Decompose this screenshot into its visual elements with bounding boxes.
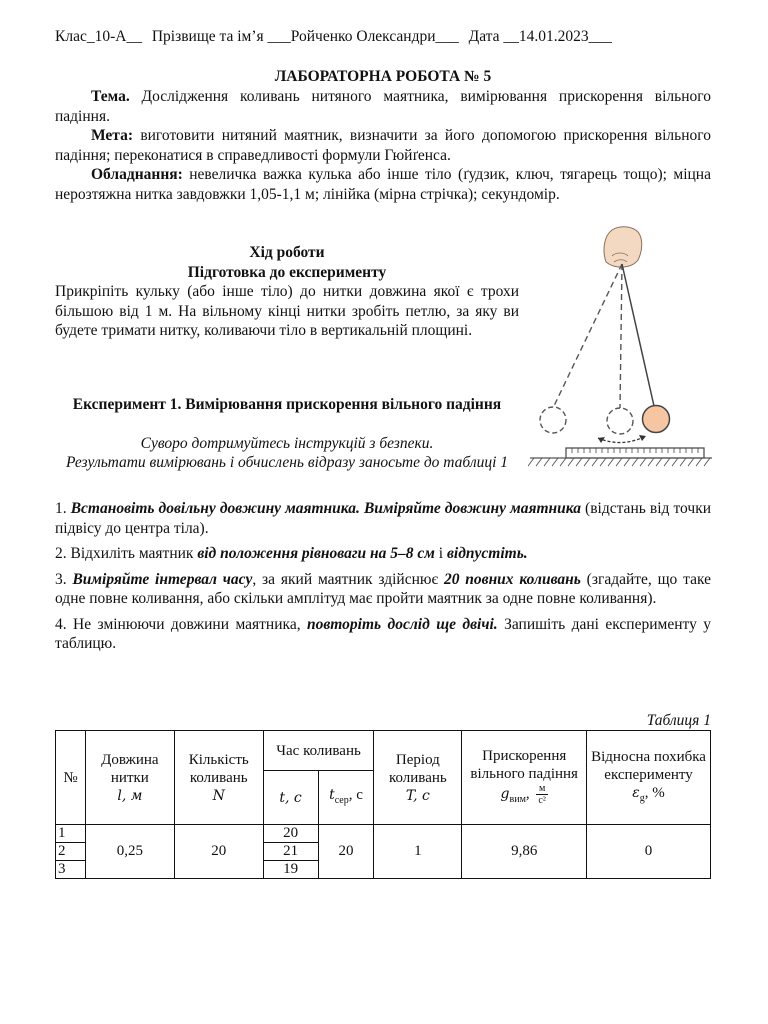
safety-note: Суворо дотримуйтесь інструкцій з безпеки. xyxy=(140,435,434,452)
goal-text: виготовити нитяний маятник, визначити за його допомогою прискорення вільного падіння; переконатися в справедливості формули Гюйґенса. xyxy=(55,127,711,164)
cell-error: 0 xyxy=(587,825,711,879)
class-field: Клас_10-А__ xyxy=(55,28,142,45)
cell-acceleration: 9,86 xyxy=(462,825,587,879)
cell-period: 1 xyxy=(374,825,462,879)
pendulum-string-left xyxy=(553,264,622,408)
header-row xyxy=(56,731,711,771)
equipment-text: невеличка важка кулька або інше тіло (ґудзик, ключ, тягарець тощо); міцна нерозтяжна нитка завдовжки 1,05-1,1 м; лінійка (мірна стрічка); секундомір. xyxy=(55,166,711,203)
pendulum-bob-left xyxy=(540,407,566,433)
ground-hatching xyxy=(528,458,712,466)
pendulum-bob-right xyxy=(643,406,670,433)
intro-block xyxy=(55,87,711,204)
goal-paragraph xyxy=(55,126,711,165)
cell-count: 20 xyxy=(174,825,263,879)
header-length: Довжина нитки l, м xyxy=(85,731,174,825)
pendulum-bob-center xyxy=(607,408,633,434)
ruler-icon xyxy=(566,448,704,458)
pendulum-string-right xyxy=(622,264,654,406)
topic-paragraph xyxy=(55,87,711,126)
cell-t: 21 xyxy=(263,843,318,861)
procedure-heading: Хід роботи xyxy=(249,244,325,261)
table-row: 2 21 xyxy=(56,843,711,861)
accel-unit-fraction: $\frac{м}{\text{с²}}$ xyxy=(538,782,546,806)
preparation-text: Прикріпіть кульку (або інше тіло) до нитки довжина якої є трохи більшою від 1 м. На вільному кінці нитки зробіть петлю, за яку ви будете тримати нитку, коливаючи тіло в вертикальній площині. xyxy=(55,283,519,339)
equipment-paragraph xyxy=(55,165,711,204)
header-t: t, с xyxy=(263,771,318,825)
header-time: Час коливань xyxy=(263,731,374,771)
goal-label: Мета: xyxy=(91,127,134,144)
hand-icon xyxy=(604,227,642,267)
experiment-heading: Експеримент 1. Вимірювання прискорення вільного падіння xyxy=(72,396,502,413)
step-2: 2. Відхиліть маятник від положення рівноваги на 5–8 см і відпустіть. xyxy=(55,545,528,562)
results-table xyxy=(55,730,711,879)
header-period: Період коливань T, с xyxy=(374,731,462,825)
steps-list xyxy=(55,499,711,654)
pendulum-string-center xyxy=(620,264,622,408)
table-row: 3 19 xyxy=(56,861,711,879)
step-3: 3. Виміряйте інтервал часу, за який маятник здійснює 20 повних коливань (згадайте, що таке одне повне коливання, або скільки амплітуд має пройти маятник за одне повне коливання). xyxy=(55,570,711,607)
header-acceleration: Прискорення вільного падіння $g_{вим}$, $\frac{м}{\text{с²}}$ xyxy=(462,731,587,825)
preparation-heading: Підготовка до експерименту xyxy=(187,264,387,281)
header-count: Кількість коливань N xyxy=(174,731,263,825)
header-tavg: $t_{сер}$, с xyxy=(318,771,374,825)
date-field: Дата __14.01.2023___ xyxy=(468,28,612,45)
results-note: Результати вимірювань і обчислень відразу заносьте до таблиці 1 xyxy=(65,454,509,471)
pendulum-illustration xyxy=(528,222,714,484)
header-error: Відносна похибка експерименту $\varepsilon_g$, % xyxy=(587,731,711,825)
step-4: 4. Не змінюючи довжини маятника, повторіть дослід ще двічі. Запишіть дані експерименту у таблицю. xyxy=(55,615,711,652)
cell-t: 20 xyxy=(263,825,318,843)
topic-label: Тема. xyxy=(91,88,130,105)
topic-text: Дослідження коливань нитяного маятника, вимірювання прискорення вільного падіння. xyxy=(55,88,711,125)
cell-t: 19 xyxy=(263,861,318,879)
equipment-label: Обладнання: xyxy=(91,166,183,183)
worksheet-header xyxy=(55,27,715,47)
step-1: 1. Встановіть довільну довжину маятника. Виміряйте довжину маятника (відстань від точки підвісу до центра тіла). xyxy=(55,500,712,537)
table-caption: Таблиця 1 xyxy=(646,712,711,729)
student-name-field: Прізвище та ім’я ___Ройченко Олександри___ xyxy=(151,28,459,45)
cell-length: 0,25 xyxy=(85,825,174,879)
header-num: № xyxy=(56,731,86,825)
lab-title: ЛАБОРАТОРНА РОБОТА № 5 xyxy=(274,68,492,85)
cell-tavg: 20 xyxy=(318,825,374,879)
table-row: 1 0,25 20 20 20 1 9,86 0 xyxy=(56,825,711,843)
swing-arrow xyxy=(598,436,646,443)
